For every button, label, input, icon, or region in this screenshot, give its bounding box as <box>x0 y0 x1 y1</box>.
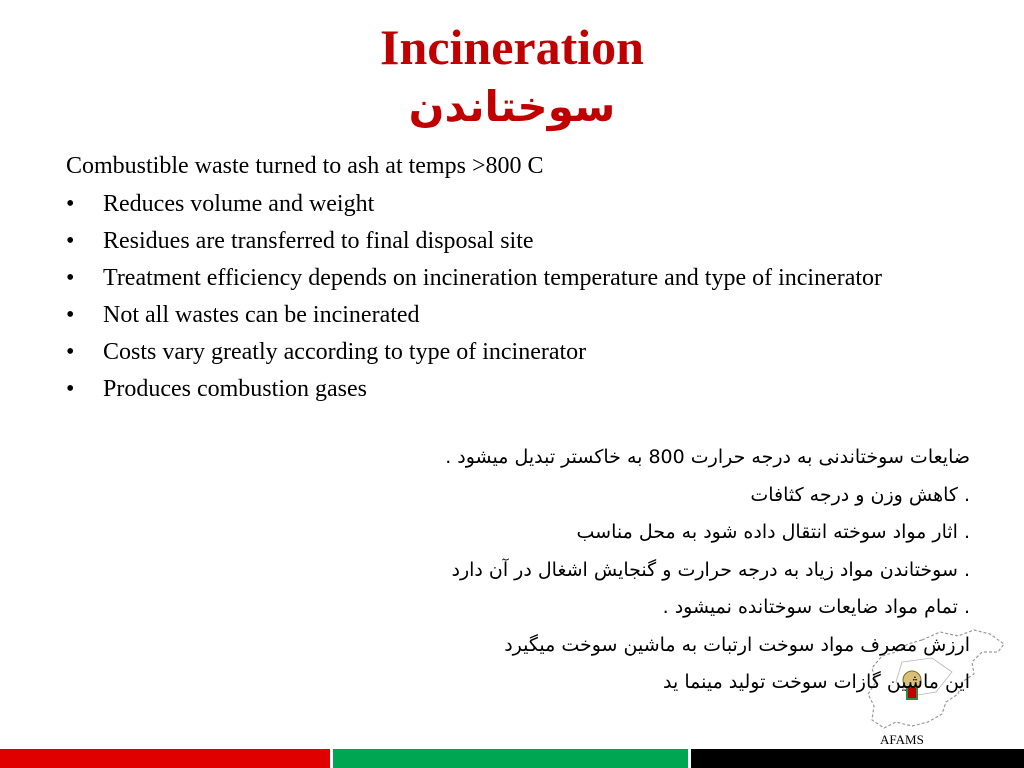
farsi-line: ضایعات سوختاندنی به درجه حرارت 800 به خاکستر تبدیل میشود . <box>445 446 970 468</box>
bullet-icon: • <box>66 339 75 365</box>
farsi-line: . تمام مواد ضایعات سوختانده نمیشود . <box>662 596 970 618</box>
farsi-line: . سوختاندن مواد زیاد به درجه حرارت و گنجایش اشغال در آن دارد <box>451 558 970 581</box>
bullet-item <box>66 264 916 293</box>
intro-text: Combustible waste turned to ash at temps >800 C <box>66 153 544 179</box>
bullet-text: Residues are transferred to final disposal site <box>103 228 534 254</box>
bullet-icon: • <box>66 228 75 254</box>
bullet-item <box>66 338 916 367</box>
bullet-icon: • <box>66 191 75 217</box>
bullet-icon: • <box>66 265 75 291</box>
footer-label: AFAMS <box>880 732 924 747</box>
bullet-text: Produces combustion gases <box>103 376 367 402</box>
bullet-item <box>66 190 916 219</box>
farsi-text-block <box>330 444 970 707</box>
slide-title: Incineration <box>380 19 644 75</box>
footer-bar-red <box>0 749 332 768</box>
farsi-line: . اثار مواد سوخته انتقال داده شود به محل مناسب <box>576 521 970 543</box>
farsi-line: این ماشین گازات سوخت تولید مینما ید <box>663 671 970 693</box>
farsi-line: . کاهش وزن و درجه کثافات <box>750 483 970 506</box>
bullet-list <box>66 190 916 412</box>
bullet-item <box>66 301 916 330</box>
footer-bar-green <box>332 749 690 768</box>
slide-subtitle: سوختاندن <box>408 82 616 131</box>
farsi-line: ارزش مصرف مواد سوخت ارتبات به ماشین سوخت میگیرد <box>504 633 970 656</box>
bullet-item <box>66 227 916 256</box>
footer-bar-divider <box>330 749 333 768</box>
footer-bar-black <box>690 749 1024 768</box>
bullet-text: Treatment efficiency depends on incineration temperature and type of incinerator <box>103 265 883 291</box>
bullet-text: Not all wastes can be incinerated <box>103 302 420 328</box>
bullet-item <box>66 375 916 404</box>
footer-bar-divider <box>688 749 691 768</box>
bullet-text: Reduces volume and weight <box>103 191 375 217</box>
bullet-icon: • <box>66 376 75 402</box>
bullet-icon: • <box>66 302 75 328</box>
bullet-text: Costs vary greatly according to type of incinerator <box>103 339 587 365</box>
